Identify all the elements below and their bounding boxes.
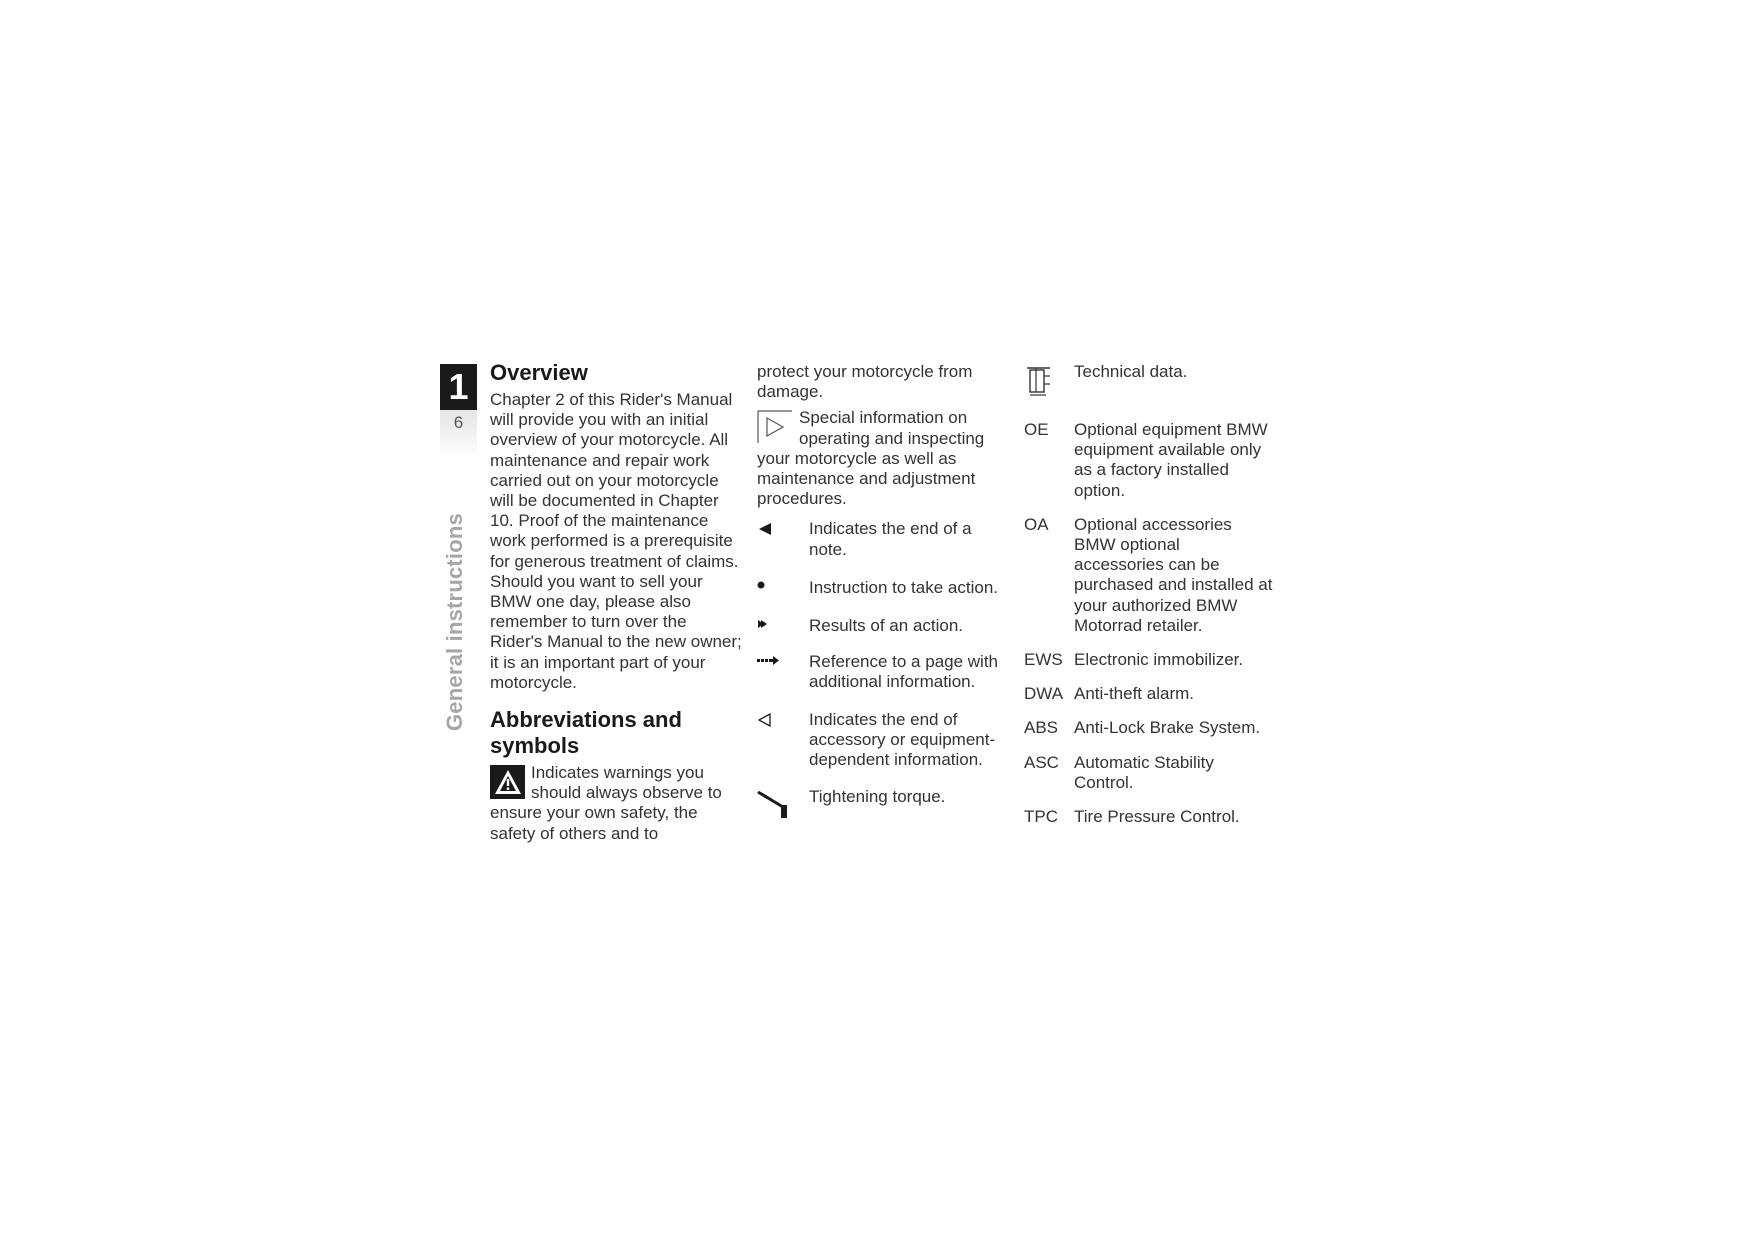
abbreviation-row [1024, 807, 1274, 827]
abbreviation-row [1024, 753, 1274, 793]
column-1 [490, 360, 742, 844]
special-note [757, 408, 1009, 509]
abbreviation-key: OE [1024, 420, 1049, 439]
symbol-desc: Reference to a page with additional information. [809, 652, 999, 692]
abbreviation-key: DWA [1024, 684, 1064, 704]
note-triangle-icon [757, 410, 793, 444]
abbreviation-row [1024, 515, 1274, 636]
abbreviation-row [1024, 420, 1274, 501]
instruction-bullet-icon [757, 580, 797, 620]
symbol-desc: Tightening torque. [809, 787, 946, 807]
abbreviation-key: OA [1024, 514, 1049, 534]
abbreviation-key: ABS [1024, 718, 1059, 738]
abbreviation-desc: Anti-theft alarm. [1074, 684, 1194, 704]
symbol-row [757, 616, 1009, 636]
symbol-row [757, 519, 1009, 559]
column-2 [757, 362, 1009, 807]
warning-triangle-icon [490, 765, 525, 799]
page-number: 6 [453, 413, 464, 432]
abbreviation-desc: Automatic Stability Control. [1074, 752, 1214, 792]
abbreviation-row [1024, 650, 1274, 670]
special-note-text: Special information on operating and inspecting your motorcycle as well as maintenance and adjustment procedures. [757, 408, 985, 509]
abbreviations-heading: Abbreviations and symbols [490, 707, 682, 759]
abbreviation-key: TPC [1024, 807, 1058, 827]
symbol-row [757, 787, 1009, 807]
overview-text: Chapter 2 of this Rider's Manual will provide you with an initial overview of your motorcycle. All maintenance and repair work carried out on your motorcycle will be documented in Chapter 10. Proof of the maintenance work performed is a prerequisite for generous treatment of claims. [490, 390, 739, 571]
warning-text: Indicates warnings you should always observe to ensure your own safety, the safety of others and to [490, 763, 722, 843]
abbreviation-key: EWS [1024, 650, 1063, 670]
chapter-tab [440, 364, 477, 457]
symbol-desc: Instruction to take action. [809, 577, 998, 597]
warning-continuation: protect your motorcycle from damage. [757, 362, 973, 402]
abbreviation-row [1024, 718, 1274, 738]
end-of-accessory-icon [757, 712, 797, 752]
symbol-desc: Results of an action. [809, 616, 964, 636]
abbreviation-desc: Anti-Lock Brake System. [1074, 718, 1261, 738]
section-side-title: General instructions [442, 513, 467, 731]
warning-note [490, 763, 742, 844]
technical-data-row [1024, 362, 1274, 398]
abbreviation-desc: Electronic immobilizer. [1074, 650, 1244, 670]
chapter-number: 1 [440, 364, 477, 410]
column-3 [1024, 362, 1274, 841]
torque-wrench-icon [757, 789, 797, 829]
abbreviation-desc: Tire Pressure Control. [1074, 807, 1240, 827]
symbol-desc: Indicates the end of a note. [809, 519, 972, 559]
technical-data-icon [1026, 364, 1054, 398]
symbol-row [757, 710, 1009, 771]
abbreviation-key: ASC [1024, 752, 1059, 772]
technical-data-text: Technical data. [1074, 362, 1188, 381]
abbreviation-desc: Optional equipment BMW equipment available only as a factory installed option. [1074, 420, 1268, 500]
page-reference-icon [757, 654, 797, 694]
abbreviation-row [1024, 684, 1274, 704]
abbreviation-desc: Optional accessories BMW optional accessories can be purchased and installed at your authorized BMW Motorrad retailer. [1074, 514, 1273, 635]
symbol-row [757, 578, 1009, 598]
sell-text: Should you want to sell your BMW one day, please also remember to turn over the Rider's Manual to the new owner; it is an important part of your motorcycle. [490, 571, 742, 692]
overview-heading: Overview [490, 360, 588, 385]
symbol-row [757, 652, 1009, 692]
end-of-note-icon [757, 521, 797, 561]
symbol-desc: Indicates the end of accessory or equipment-dependent information. [809, 709, 996, 770]
